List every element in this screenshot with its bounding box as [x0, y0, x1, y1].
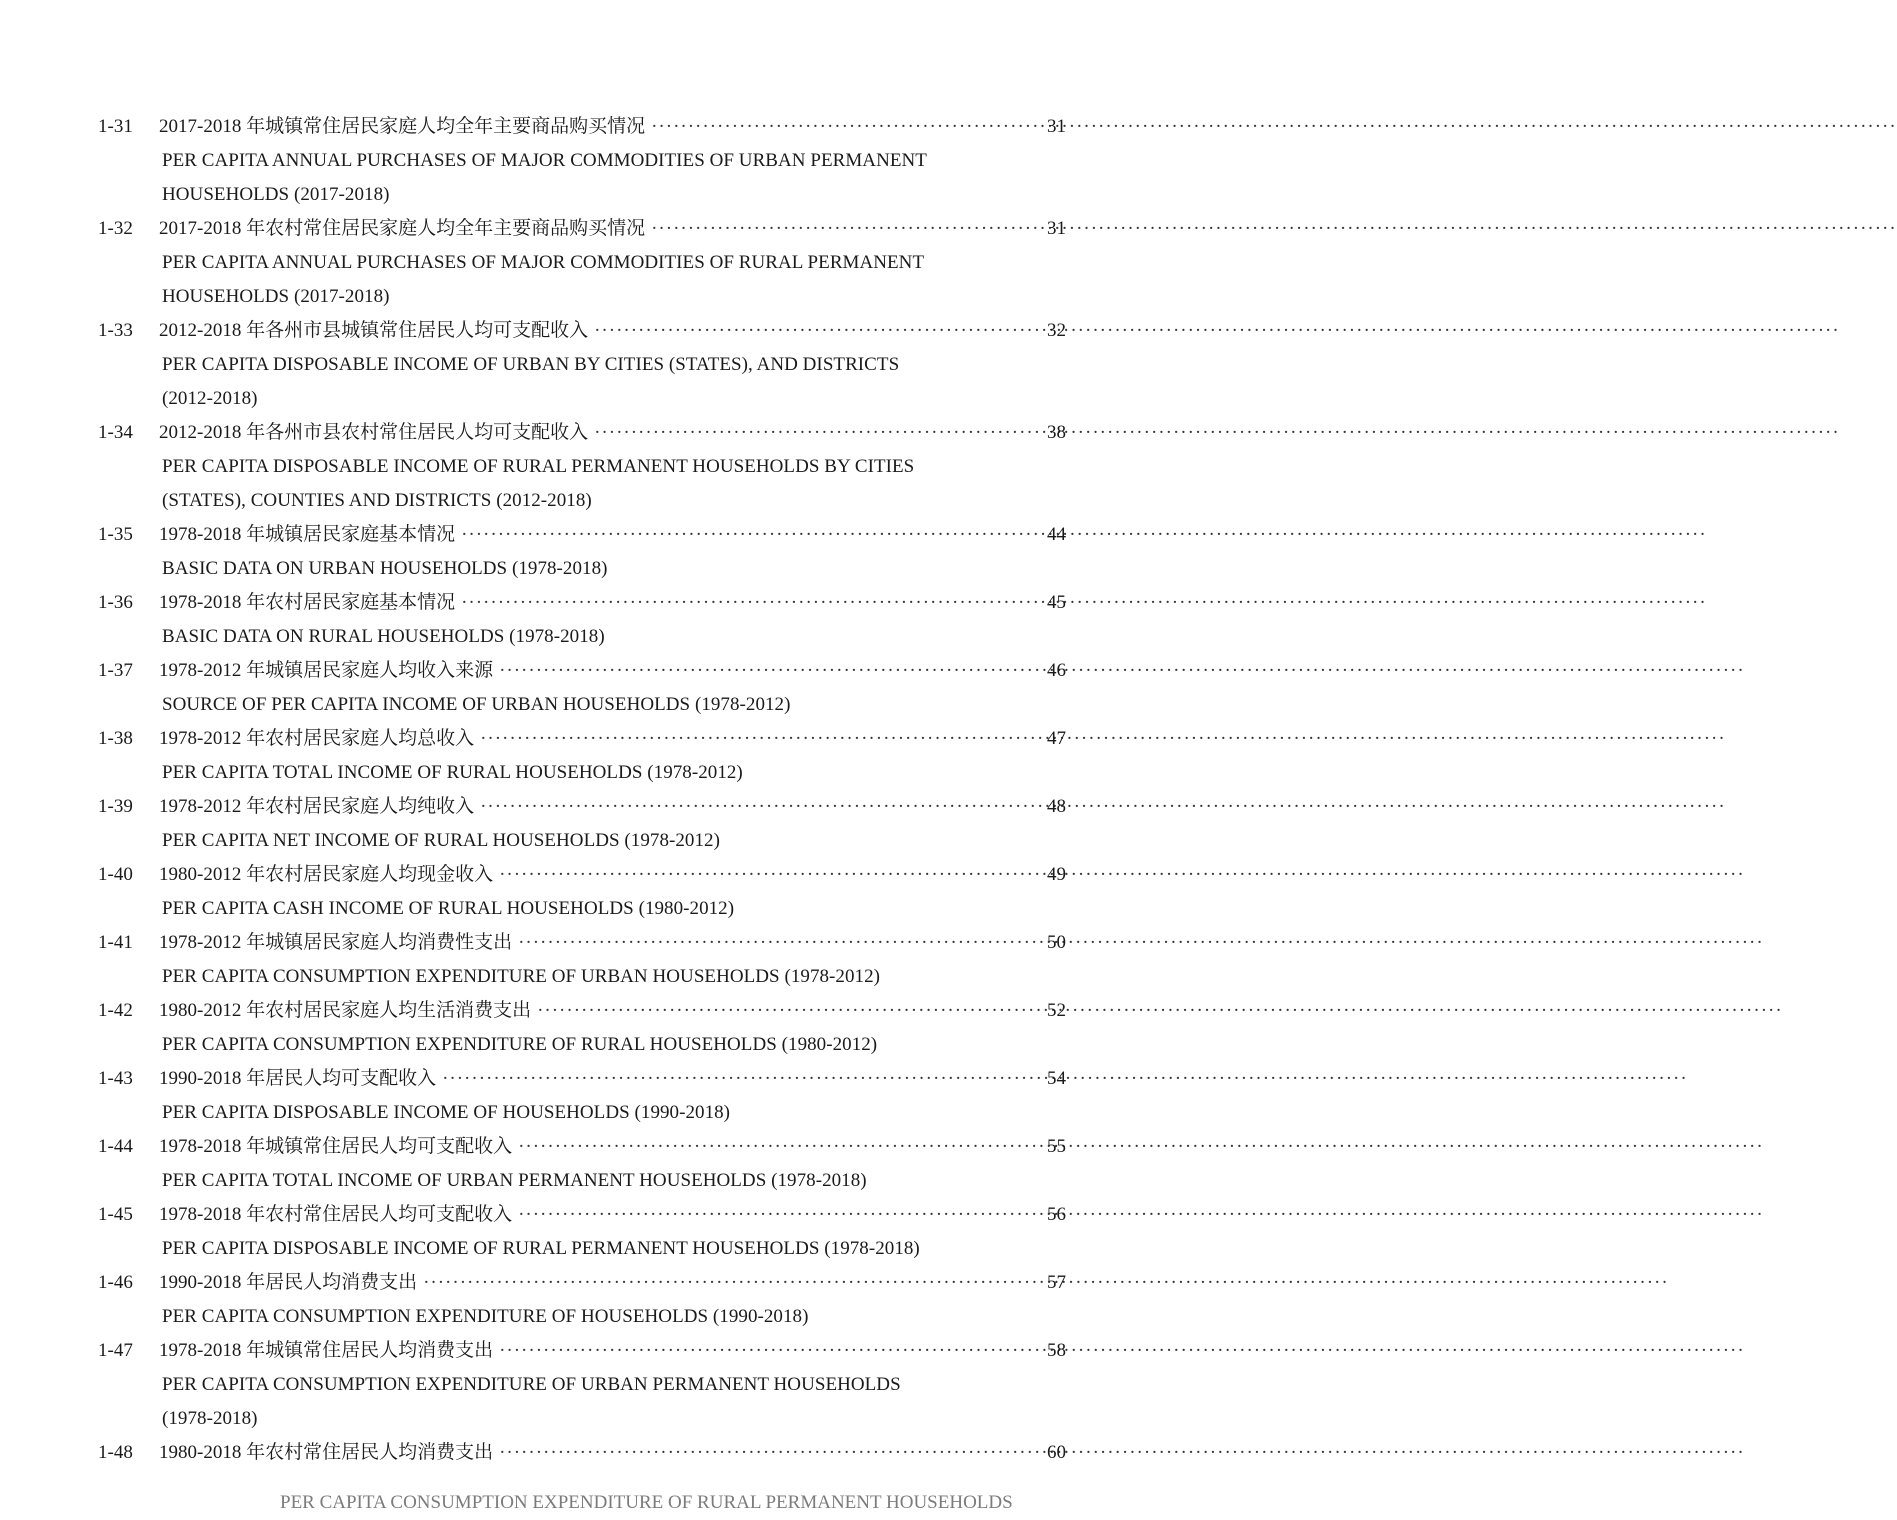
entry-page-number[interactable]: 46	[1047, 660, 1066, 681]
entry-number: 1-42	[98, 1000, 133, 1021]
toc-entry[interactable]	[0, 1334, 1184, 1436]
entry-chinese-title-group	[159, 586, 1071, 620]
entry-english-title-line: PER CAPITA ANNUAL PURCHASES OF MAJOR COMMODITIES OF RURAL PERMANENT	[162, 252, 925, 273]
entry-chinese-title-group	[159, 416, 1071, 450]
toc-entry-heading	[0, 1062, 1184, 1096]
entry-page-number[interactable]: 38	[1047, 422, 1066, 443]
entry-chinese-title-group	[159, 110, 1071, 144]
entry-number: 1-48	[98, 1442, 133, 1463]
toc-entry[interactable]	[0, 722, 1184, 790]
entry-english-title-line: BASIC DATA ON URBAN HOUSEHOLDS (1978-2018)	[162, 558, 608, 579]
entry-chinese-title-group	[159, 1130, 1071, 1164]
dot-leader	[594, 416, 1840, 450]
dot-leader	[537, 994, 1783, 1028]
toc-entry[interactable]	[0, 926, 1184, 994]
entry-english-title-line: PER CAPITA NET INCOME OF RURAL HOUSEHOLDS (1978-2012)	[162, 830, 720, 851]
entry-page-number[interactable]: 48	[1047, 796, 1066, 817]
toc-entry[interactable]	[0, 416, 1184, 518]
entry-number: 1-47	[98, 1340, 133, 1361]
dot-leader	[518, 1130, 1764, 1164]
dot-leader	[499, 1334, 1745, 1368]
entry-number: 1-38	[98, 728, 133, 749]
toc-entry-heading	[0, 1266, 1184, 1300]
dot-leader	[594, 314, 1840, 348]
toc-entry-heading	[0, 416, 1184, 450]
entry-chinese-title: 1978-2012 年城镇居民家庭人均消费性支出	[159, 932, 513, 953]
toc-entry[interactable]	[0, 1130, 1184, 1198]
entry-number: 1-32	[98, 218, 133, 239]
entry-number: 1-34	[98, 422, 133, 443]
dot-leader	[423, 1266, 1669, 1300]
dot-leader	[651, 110, 1897, 144]
entry-page-number[interactable]: 50	[1047, 932, 1066, 953]
entry-chinese-title: 1980-2012 年农村居民家庭人均生活消费支出	[159, 1000, 532, 1021]
dot-leader	[518, 926, 1764, 960]
toc-entry-heading	[0, 1198, 1184, 1232]
entry-english-title-line: PER CAPITA DISPOSABLE INCOME OF RURAL PERMANENT HOUSEHOLDS (1978-2018)	[162, 1238, 920, 1259]
toc-entry-heading	[0, 1130, 1184, 1164]
toc-entry-heading	[0, 586, 1184, 620]
entry-page-number[interactable]: 54	[1047, 1068, 1066, 1089]
entry-chinese-title: 1978-2018 年城镇常住居民人均消费支出	[159, 1340, 494, 1361]
dot-leader	[461, 518, 1707, 552]
entry-chinese-title: 2012-2018 年各州市县城镇常住居民人均可支配收入	[159, 320, 589, 341]
entry-number: 1-36	[98, 592, 133, 613]
toc-entry-heading	[0, 518, 1184, 552]
entry-page-number[interactable]: 31	[1047, 116, 1066, 137]
entry-chinese-title: 1980-2012 年农村居民家庭人均现金收入	[159, 864, 494, 885]
entry-chinese-title-group	[159, 722, 1071, 756]
entry-chinese-title: 1978-2018 年农村居民家庭基本情况	[159, 592, 456, 613]
entry-chinese-title-group	[159, 790, 1071, 824]
toc-entry[interactable]	[0, 858, 1184, 926]
entry-number: 1-44	[98, 1136, 133, 1157]
toc-entry[interactable]	[0, 1436, 1184, 1470]
dot-leader	[480, 790, 1726, 824]
entry-page-number[interactable]: 58	[1047, 1340, 1066, 1361]
toc-entry-heading	[0, 1436, 1184, 1470]
entry-number: 1-31	[98, 116, 133, 137]
entry-chinese-title: 1978-2012 年农村居民家庭人均总收入	[159, 728, 475, 749]
entry-number: 1-39	[98, 796, 133, 817]
entry-english-title-line: PER CAPITA DISPOSABLE INCOME OF HOUSEHOLDS (1990-2018)	[162, 1102, 731, 1123]
entry-english-title-line: PER CAPITA TOTAL INCOME OF URBAN PERMANENT HOUSEHOLDS (1978-2018)	[162, 1170, 867, 1191]
entry-number: 1-40	[98, 864, 133, 885]
toc-entry-heading	[0, 654, 1184, 688]
entry-chinese-title: 1990-2018 年居民人均消费支出	[159, 1272, 418, 1293]
entry-chinese-title-group	[159, 858, 1071, 892]
dot-leader	[651, 212, 1897, 246]
entry-chinese-title-group	[159, 1334, 1071, 1368]
entry-chinese-title: 1978-2012 年农村居民家庭人均纯收入	[159, 796, 475, 817]
entry-english-title-line: PER CAPITA CONSUMPTION EXPENDITURE OF URBAN HOUSEHOLDS (1978-2012)	[162, 966, 881, 987]
toc-entry[interactable]	[0, 314, 1184, 416]
entry-chinese-title-group	[159, 654, 1071, 688]
entry-chinese-title-group	[159, 212, 1071, 246]
entry-english-title-line: (2012-2018)	[162, 388, 258, 409]
toc-entry-heading	[0, 722, 1184, 756]
entry-chinese-title: 1978-2018 年城镇居民家庭基本情况	[159, 524, 456, 545]
toc-entry-heading	[0, 790, 1184, 824]
entry-page-number[interactable]: 47	[1047, 728, 1066, 749]
entry-page-number[interactable]: 32	[1047, 320, 1066, 341]
entry-english-title-line: PER CAPITA CONSUMPTION EXPENDITURE OF URBAN PERMANENT HOUSEHOLDS	[162, 1374, 901, 1395]
entry-number: 1-46	[98, 1272, 133, 1293]
entry-chinese-title-group	[159, 994, 1071, 1028]
entry-number: 1-43	[98, 1068, 133, 1089]
entry-english-title-line: PER CAPITA CASH INCOME OF RURAL HOUSEHOLDS (1980-2012)	[162, 898, 735, 919]
entry-page-number[interactable]: 52	[1047, 1000, 1066, 1021]
entry-chinese-title: 2017-2018 年城镇常住居民家庭人均全年主要商品购买情况	[159, 116, 646, 137]
table-of-contents	[0, 110, 1184, 1470]
entry-english-title-line: (1978-2018)	[162, 1408, 258, 1429]
entry-page-number[interactable]: 57	[1047, 1272, 1066, 1293]
toc-entry[interactable]	[0, 1266, 1184, 1334]
entry-english-title-line: PER CAPITA DISPOSABLE INCOME OF URBAN BY CITIES (STATES), AND DISTRICTS	[162, 354, 900, 375]
toc-entry-heading	[0, 994, 1184, 1028]
entry-number: 1-41	[98, 932, 133, 953]
entry-number: 1-33	[98, 320, 133, 341]
entry-english-title-line: HOUSEHOLDS (2017-2018)	[162, 286, 390, 307]
entry-chinese-title-group	[159, 1436, 1071, 1470]
entry-english-title-line: BASIC DATA ON RURAL HOUSEHOLDS (1978-2018)	[162, 626, 605, 647]
toc-entry[interactable]	[0, 1198, 1184, 1266]
entry-number: 1-45	[98, 1204, 133, 1225]
entry-chinese-title: 1978-2018 年农村常住居民人均可支配收入	[159, 1204, 513, 1225]
entry-english-title-line: SOURCE OF PER CAPITA INCOME OF URBAN HOUSEHOLDS (1978-2012)	[162, 694, 791, 715]
entry-chinese-title-group	[159, 518, 1071, 552]
entry-chinese-title: 2017-2018 年农村常住居民家庭人均全年主要商品购买情况	[159, 218, 646, 239]
entry-chinese-title: 1980-2018 年农村常住居民人均消费支出	[159, 1442, 494, 1463]
entry-chinese-title: 2012-2018 年各州市县农村常住居民人均可支配收入	[159, 422, 589, 443]
entry-number: 1-37	[98, 660, 133, 681]
entry-page-number[interactable]: 44	[1047, 524, 1066, 545]
entry-english-title-line: PER CAPITA CONSUMPTION EXPENDITURE OF RURAL HOUSEHOLDS (1980-2012)	[162, 1034, 878, 1055]
entry-chinese-title-group	[159, 1266, 1071, 1300]
toc-entry[interactable]	[0, 1062, 1184, 1130]
entry-chinese-title: 1990-2018 年居民人均可支配收入	[159, 1068, 437, 1089]
entry-page-number[interactable]: 56	[1047, 1204, 1066, 1225]
entry-page-number[interactable]: 49	[1047, 864, 1066, 885]
entry-chinese-title-group	[159, 1062, 1071, 1096]
entry-page-number[interactable]: 60	[1047, 1442, 1066, 1463]
entry-chinese-title-group	[159, 1198, 1071, 1232]
dot-leader	[518, 1198, 1764, 1232]
entry-english-title-line: (STATES), COUNTIES AND DISTRICTS (2012-2018)	[162, 490, 592, 511]
toc-entry[interactable]	[0, 654, 1184, 722]
entry-english-title-line: PER CAPITA TOTAL INCOME OF RURAL HOUSEHOLDS (1978-2012)	[162, 762, 743, 783]
entry-english-title-line: PER CAPITA CONSUMPTION EXPENDITURE OF HOUSEHOLDS (1990-2018)	[162, 1306, 809, 1327]
toc-entry-heading	[0, 212, 1184, 246]
toc-entry-heading	[0, 858, 1184, 892]
dot-leader	[461, 586, 1707, 620]
entry-chinese-title: 1978-2012 年城镇居民家庭人均收入来源	[159, 660, 494, 681]
toc-entry[interactable]	[0, 790, 1184, 858]
entry-chinese-title-group	[159, 926, 1071, 960]
dot-leader	[499, 654, 1745, 688]
toc-entry[interactable]	[0, 518, 1184, 586]
toc-entry[interactable]	[0, 212, 1184, 314]
toc-entry-heading	[0, 1334, 1184, 1368]
dot-leader	[480, 722, 1726, 756]
entry-chinese-title-group	[159, 314, 1071, 348]
entry-english-title-line: PER CAPITA DISPOSABLE INCOME OF RURAL PERMANENT HOUSEHOLDS BY CITIES	[162, 456, 915, 477]
entry-chinese-title: 1978-2018 年城镇常住居民人均可支配收入	[159, 1136, 513, 1157]
cutoff-line: PER CAPITA CONSUMPTION EXPENDITURE OF RURAL PERMANENT HOUSEHOLDS	[280, 1492, 1013, 1513]
entry-page-number[interactable]: 31	[1047, 218, 1066, 239]
entry-number: 1-35	[98, 524, 133, 545]
entry-english-title-line: PER CAPITA ANNUAL PURCHASES OF MAJOR COMMODITIES OF URBAN PERMANENT	[162, 150, 927, 171]
dot-leader	[499, 1436, 1745, 1470]
toc-entry[interactable]	[0, 586, 1184, 654]
toc-entry[interactable]	[0, 994, 1184, 1062]
dot-leader	[499, 858, 1745, 892]
entry-page-number[interactable]: 45	[1047, 592, 1066, 613]
toc-entry-heading	[0, 110, 1184, 144]
toc-entry[interactable]	[0, 110, 1184, 212]
entry-page-number[interactable]: 55	[1047, 1136, 1066, 1157]
toc-entry-heading	[0, 926, 1184, 960]
entry-english-title-line: HOUSEHOLDS (2017-2018)	[162, 184, 390, 205]
toc-entry-heading	[0, 314, 1184, 348]
